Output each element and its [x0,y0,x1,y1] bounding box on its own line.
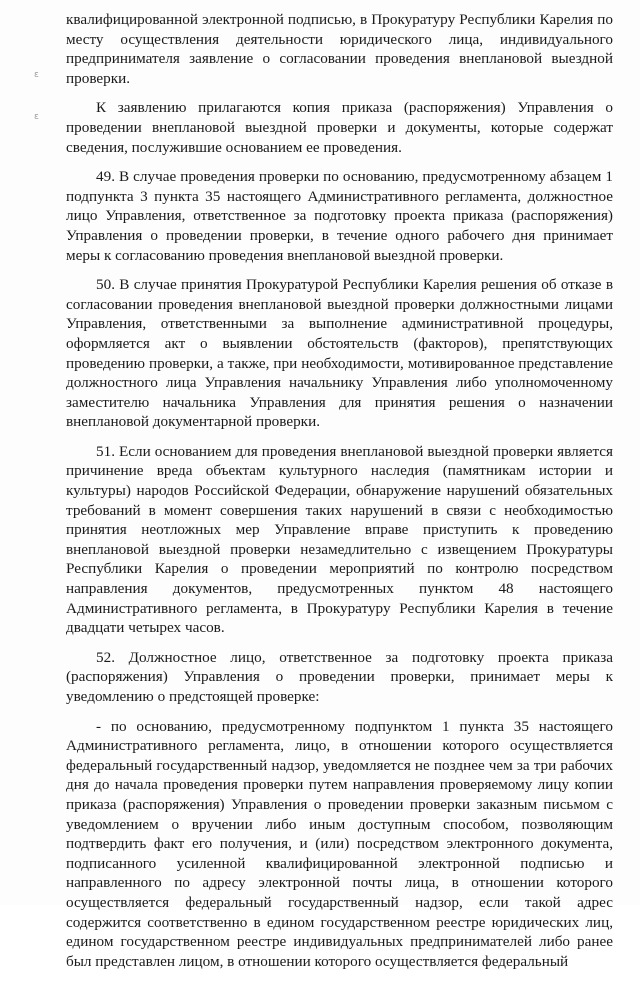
paragraph-continuation: квалифицированной электронной подписью, в Прокуратуру Республики Карелия по месту осуществления деятельности юридического лица, индивидуального предпринимателя заявление о согласовании проведения внеплановой выездной проверки. [66,11,613,87]
paragraph-52: 52. Должностное лицо, ответственное за подготовку проекта приказа (распоряжения) Управления о проведении проверки, принимает меры к уведомлению о предстоящей проверке: [66,648,613,705]
margin-mark: ε [34,112,39,122]
paragraph-50: 50. В случае принятия Прокуратурой Республики Карелия решения об отказе в согласовании проведения внеплановой выездной проверки должностными лицами Управления, ответственными за выполнение административной процедуры, оформляется акт о выявлении обстоятельств (факторов), препятствующих проведению проверки, а также, при необходимости, мотивированное представление должностного лица Управления начальнику Управления либо уполномоченному заместителю начальника Управления для принятия решения о назначении внеплановой документарной проверки. [66,276,613,431]
paragraph-attachments: К заявлению прилагаются копия приказа (распоряжения) Управления о проведении внеплановой выездной проверки и документы, которые содержат сведения, послужившие основанием ее проведения. [66,99,613,156]
margin-mark: ε [34,70,39,80]
paragraph-51: 51. Если основанием для проведения внеплановой выездной проверки является причинение вреда объектам культурного наследия (памятникам истории и культуры) народов Российской Федерации, обнаружение нарушений обязательных требований в момент совершения таких нарушений в связи с необходимостью принятия неотложных мер Управление вправе приступить к проведению внеплановой выездной проверки незамедлительно с извещением Прокуратуры Республики Карелия о проведении мероприятий по контролю посредством направления документов, предусмотренных пунктом 48 настоящего Административного регламента, в Прокуратуру Республики Карелия в течение двадцати четырех часов. [66,442,613,637]
document-body [66,10,613,981]
paragraph-52-item: - по основанию, предусмотренному подпунктом 1 пункта 35 настоящего Административного регламента, лицо, в отношении которого осуществляется федеральный государственный надзор, уведомляется не позднее чем за три рабочих дня до начала проведения проверки путем направления проверяемому лицу копии приказа (распоряжения) Управления о проведении проверки заказным письмом с уведомлением о вручении либо иным доступным способом, позволяющим подтвердить факт его получения, и (или) посредством электронного документа, подписанного усиленной квалифицированной электронной подписью и направленного по адресу электронной почты лица, в отношении которого осуществляется федеральный государственный надзор, если такой адрес содержится соответственно в едином государственном реестре юридических лиц, едином государственном реестре индивидуальных предпринимателей либо ранее был представлен лицом, в отношении которого осуществляется федеральный [66,717,613,970]
paragraph-49: 49. В случае проведения проверки по основанию, предусмотренному абзацем 1 подпункта 3 пункта 35 настоящего Административного регламента, должностное лицо Управления, ответственное за подготовку проекта приказа (распоряжения) Управления о проведении проверки, в течение одного рабочего дня принимает меры к согласованию проведения внеплановой выездной проверки. [66,168,613,264]
